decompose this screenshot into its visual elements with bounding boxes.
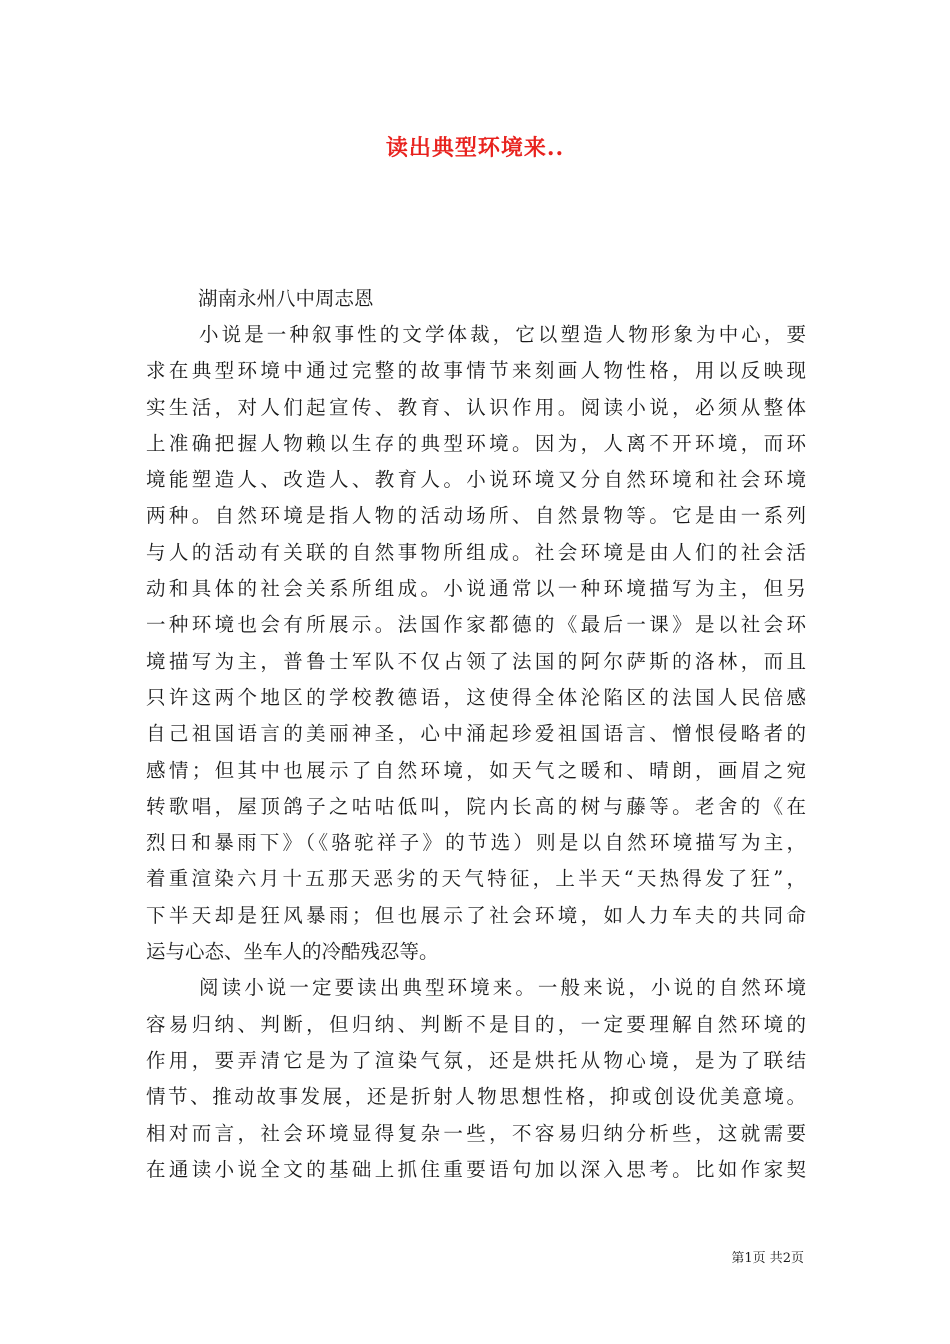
- document-title: 读出典型环境来..: [385, 135, 565, 161]
- text-line: 境描写为主，普鲁士军队不仅占领了法国的阿尔萨斯的洛林，而且: [146, 649, 806, 673]
- text-line: 作用，要弄清它是为了渲染气氛，还是烘托从物心境，是为了联结: [146, 1048, 806, 1072]
- text-line: 实生活，对人们起宣传、教育、认识作用。阅读小说，必须从整体: [146, 395, 806, 419]
- text-line: 转歌唱，屋顶鸽子之咕咕低叫，院内长高的树与藤等。老舍的《在: [146, 794, 806, 818]
- body-text: [146, 317, 806, 1188]
- text-line: 一种环境也会有所展示。法国作家都德的《最后一课》是以社会环: [146, 613, 806, 637]
- text-line: 容易归纳、判断，但归纳、判断不是目的，一定要理解自然环境的: [146, 1012, 806, 1036]
- author-line: 湖南永州八中周志恩: [198, 287, 374, 310]
- text-line: 在通读小说全文的基础上抓住重要语句加以深入思考。比如作家契: [146, 1157, 806, 1181]
- page-number: 第1页 共2页: [731, 1251, 804, 1266]
- text-line: 运与心态、坐车人的冷酷残忍等。: [146, 940, 439, 964]
- text-line: 烈日和暴雨下》（《骆驼祥子》的节选）则是以自然环境描写为主，: [146, 831, 806, 855]
- text-line: 相对而言，社会环境显得复杂一些，不容易归纳分析些，这就需要: [146, 1121, 806, 1145]
- text-line: 着重渲染六月十五那天恶劣的天气特征，上半天“天热得发了狂”，: [146, 867, 806, 891]
- text-line: 自己祖国语言的美丽神圣，心中涌起珍爱祖国语言、憎恨侵略者的: [146, 722, 806, 746]
- text-line: 动和具体的社会关系所组成。小说通常以一种环境描写为主，但另: [146, 577, 806, 601]
- text-line: 只许这两个地区的学校教德语，这使得全体沦陷区的法国人民倍感: [146, 685, 806, 709]
- text-line: 上准确把握人物赖以生存的典型环境。因为，人离不开环境，而环: [146, 431, 806, 455]
- text-line: 下半天却是狂风暴雨；但也展示了社会环境，如人力车夫的共同命: [146, 903, 806, 927]
- text-line: 境能塑造人、改造人、教育人。小说环境又分自然环境和社会环境: [146, 468, 806, 492]
- text-line: 阅读小说一定要读出典型环境来。一般来说，小说的自然环境: [199, 976, 806, 1000]
- text-line: 求在典型环境中通过完整的故事情节来刻画人物性格，用以反映现: [146, 359, 806, 383]
- text-line: 情节、推动故事发展，还是折射人物思想性格，抑或创设优美意境。: [146, 1085, 806, 1109]
- text-line: 感情；但其中也展示了自然环境，如天气之暖和、晴朗，画眉之宛: [146, 758, 806, 782]
- text-line: 小说是一种叙事性的文学体裁，它以塑造人物形象为中心，要: [199, 323, 806, 346]
- text-line: 与人的活动有关联的自然事物所组成。社会环境是由人们的社会活: [146, 540, 806, 564]
- text-line: 两种。自然环境是指人物的活动场所、自然景物等。它是由一系列: [146, 504, 806, 528]
